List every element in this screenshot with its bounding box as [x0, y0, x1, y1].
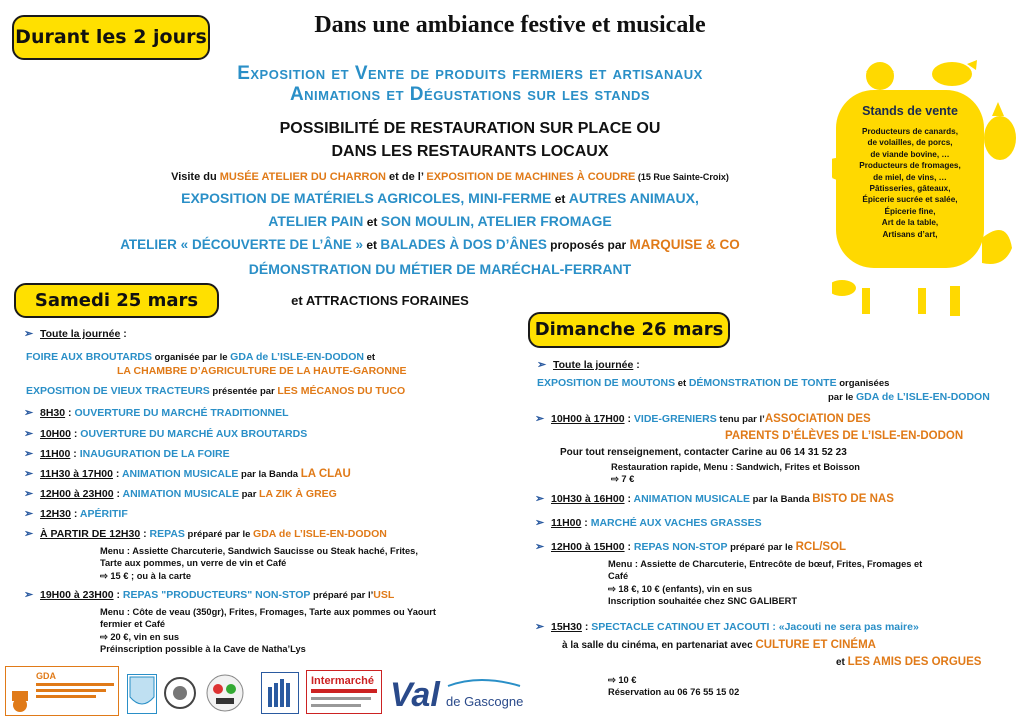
- arrow-icon: ➢: [24, 508, 34, 520]
- menu-line: Menu : Assiette Charcuterie, Sandwich Saucisse ou Steak haché, Frites,: [100, 546, 418, 556]
- menu-line: fermier et Café: [100, 619, 166, 630]
- gda-logo-text: GDA: [36, 671, 56, 681]
- orgues-logo: [261, 672, 299, 714]
- sat-row-6: ➢ 12H30 : APÉRITIF: [24, 508, 128, 520]
- arrow-icon: ➢: [535, 413, 545, 425]
- stands-item: de volailles, de porcs,: [867, 138, 953, 148]
- menu-price: ⇨ 20 €, vin en sus: [100, 631, 180, 642]
- stands-item: Épicerie sucrée et salée,: [862, 195, 958, 205]
- sun-row-4: ➢ 12H00 à 15H00 : REPAS NON-STOP préparé par le RCL/SOL: [535, 541, 847, 553]
- menu-price: ⇨ 7 €: [611, 474, 635, 485]
- intermarche-logo: [306, 670, 382, 714]
- menu-line: Réservation au 06 76 55 15 02: [608, 687, 740, 698]
- sun-resto-rapide: [611, 461, 860, 486]
- badge-durant-les-2-jours: Durant les 2 jours: [12, 15, 210, 60]
- badge-samedi: Samedi 25 mars: [14, 283, 219, 318]
- resto-line-1: POSSIBILITÉ DE RESTAURATION SUR PLACE OU: [279, 120, 661, 137]
- arrow-icon: ➢: [24, 448, 34, 460]
- menu-line: Menu : Assiette de Charcuterie, Entrecôte de bœuf, Frites, Fromages et: [608, 559, 923, 569]
- sun-row-3: ➢ 11H00 : MARCHÉ AUX VACHES GRASSES: [535, 517, 762, 529]
- arrow-icon: ➢: [537, 359, 547, 371]
- visit-line: Visite du MUSÉE ATELIER DU CHARRON et de l’ EXPOSITION DE MACHINES À COUDRE (15 Rue Sainte-Croix): [171, 171, 729, 183]
- val-logo-text: Val: [390, 676, 440, 714]
- headline: Dans une ambiance festive et musicale: [314, 12, 706, 38]
- sat-tracteurs-line: EXPOSITION DE VIEUX TRACTEURS présentée par LES MÉCANOS DU TUCO: [26, 385, 406, 397]
- sat-foire-line: FOIRE AUX BROUTARDS organisée par le GDA de L’ISLE-EN-DODON et: [26, 351, 376, 363]
- sun-contact-line: Pour tout renseignement, contacter Carine au 06 14 31 52 23: [560, 447, 847, 458]
- stands-item: Art de la table,: [881, 218, 939, 228]
- stands-item: de viande bovine, …: [870, 149, 950, 159]
- menu-line: Préinscription possible à la Cave de Natha’Lys: [100, 644, 306, 655]
- forains-line: et ATTRACTIONS FORAINES: [291, 293, 469, 308]
- sat-row-7: ➢ À PARTIR DE 12H30 : REPAS préparé par le GDA de L’ISLE-EN-DODON: [24, 528, 387, 540]
- sat-row-3: ➢ 11H00 : INAUGURATION DE LA FOIRE: [24, 448, 230, 460]
- sun-row-5: ➢ 15H30 : SPECTACLE CATINOU ET JACOUTI : «Jacouti ne sera pas maire»: [535, 621, 919, 633]
- menu-price: ⇨ 18 €, 10 € (enfants), vin en sus: [608, 583, 753, 594]
- ane-line: ATELIER « DÉCOUVERTE DE L’ÂNE » et BALADES À DOS D’ÂNES proposés par MARQUISE & CO: [120, 237, 740, 252]
- sat-row-1: ➢ 8H30 : OUVERTURE DU MARCHÉ TRADITIONNEL: [24, 407, 289, 419]
- menu-price: ⇨ 15 € ; ou à la carte: [100, 570, 191, 581]
- arrow-icon: ➢: [24, 428, 34, 440]
- menu-line: Café: [608, 571, 629, 582]
- stands-title: Stands de vente: [862, 104, 958, 118]
- arrow-icon: ➢: [24, 528, 34, 540]
- stands-de-vente-panel: [836, 90, 984, 268]
- sat-row-8: ➢ 19H00 à 23H00 : REPAS "PRODUCTEURS" NON-STOP préparé par l’USL: [24, 589, 395, 601]
- sat-row-2: ➢ 10H00 : OUVERTURE DU MARCHÉ AUX BROUTARDS: [24, 428, 308, 440]
- arrow-icon: ➢: [535, 517, 545, 529]
- resto-line-2: DANS LES RESTAURANTS LOCAUX: [331, 143, 609, 160]
- sat-toute-la-journee: ➢ Toute la journée :: [24, 328, 127, 340]
- sun-tonte-line-2: par le GDA de L’ISLE-EN-DODON: [828, 391, 990, 403]
- sun-row-1: ➢ 10H00 à 17H00 : VIDE-GRENIERS tenu par l’ASSOCIATION DES: [535, 413, 871, 425]
- menu-line: Tarte aux pommes, un verre de vin et Café: [100, 558, 287, 569]
- expo-line: Exposition et Vente de produits fermiers et artisanaux: [237, 63, 703, 84]
- sun-menu: [608, 558, 922, 608]
- sun-row-2: ➢ 10H30 à 16H00 : ANIMATION MUSICALE par la Banda BISTO DE NAS: [535, 493, 894, 505]
- stands-item: Producteurs de canards,: [861, 127, 958, 136]
- arrow-icon: ➢: [535, 493, 545, 505]
- stands-item: de miel, de vins, …: [873, 172, 947, 182]
- arrow-icon: ➢: [24, 468, 34, 480]
- val-de-gascogne-logo: [390, 672, 525, 716]
- menu-price: ⇨ 10 €: [608, 675, 637, 685]
- sun-tonte-line: EXPOSITION DE MOUTONS et DÉMONSTRATION DE TONTE organisées: [537, 377, 890, 389]
- menu-line: Inscription souhaitée chez SNC GALIBERT: [608, 596, 798, 607]
- menu-line: Menu : Côte de veau (350gr), Frites, Fromages, Tarte aux pommes ou Yaourt: [100, 607, 436, 617]
- arrow-icon: ➢: [535, 621, 545, 633]
- sat-row-4: ➢ 11H30 à 17H00 : ANIMATION MUSICALE par la Banda LA CLAU: [24, 468, 351, 480]
- menu-line: Restauration rapide, Menu : Sandwich, Frites et Boisson: [611, 462, 860, 472]
- arrow-icon: ➢: [24, 407, 34, 419]
- crest-logo-1: [127, 674, 157, 714]
- sun-cinema-line: à la salle du cinéma, en partenariat avec CULTURE ET CINÉMA: [562, 639, 876, 651]
- sat-chambre-line: LA CHAMBRE D’AGRICULTURE DE LA HAUTE-GARONNE: [117, 365, 407, 377]
- arrow-icon: ➢: [24, 328, 34, 340]
- stands-item: Producteurs de fromages,: [859, 161, 961, 171]
- association-logo: [204, 672, 246, 714]
- stands-item: Pâtisseries, gâteaux,: [869, 184, 951, 194]
- stands-item: Artisans d’art,: [882, 229, 938, 239]
- badge-dimanche: Dimanche 26 mars: [528, 312, 730, 348]
- sat-menu-1: [100, 545, 418, 582]
- anim-line: Animations et Dégustations sur les stands: [289, 84, 651, 105]
- gascogne-logo-text: de Gascogne: [446, 694, 524, 709]
- gda-logo: [5, 666, 119, 716]
- intermarche-logo-text: Intermarché: [311, 675, 374, 687]
- sun-tarif: [608, 674, 739, 699]
- marechal-line: DÉMONSTRATION DU MÉTIER DE MARÉCHAL-FERRANT: [248, 261, 632, 277]
- materiels-line: EXPOSITION DE MATÉRIELS AGRICOLES, MINI-FERME et AUTRES ANIMAUX,: [181, 190, 699, 206]
- sun-orgues-line: et LES AMIS DES ORGUES: [836, 656, 982, 668]
- sat-row-5: ➢ 12H00 à 23H00 : ANIMATION MUSICALE par LA ZIK À GREG: [24, 488, 337, 500]
- arrow-icon: ➢: [24, 589, 34, 601]
- sun-toute-la-journee: ➢ Toute la journée :: [537, 359, 640, 371]
- sun-parents-line: PARENTS D’ÉLÈVES DE L’ISLE-EN-DODON: [725, 430, 964, 442]
- stands-list: [836, 126, 984, 240]
- arrow-icon: ➢: [24, 488, 34, 500]
- club-logo: [163, 672, 197, 714]
- sat-menu-2: [100, 606, 436, 656]
- arrow-icon: ➢: [535, 541, 545, 553]
- stands-item: Épicerie fine,: [884, 206, 936, 216]
- pain-line: ATELIER PAIN et SON MOULIN, ATELIER FROMAGE: [268, 213, 612, 229]
